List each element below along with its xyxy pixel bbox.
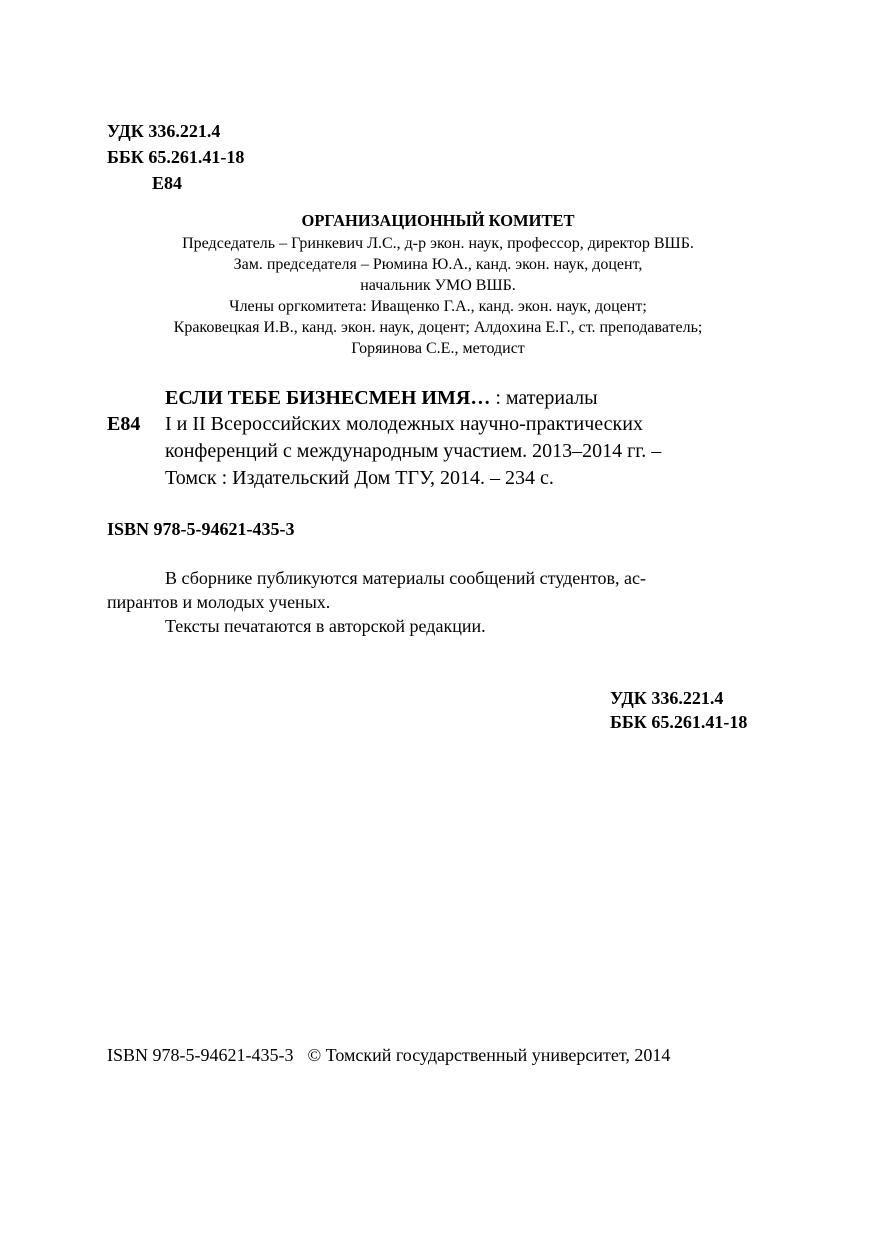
committee-line: Зам. председателя – Рюмина Ю.А., канд. экон. наук, доцент, bbox=[233, 256, 643, 273]
bib-line: конференций с международным участием. 2013–2014 гг. – bbox=[165, 440, 662, 462]
committee-line: Горяинова С.Е., методист bbox=[351, 340, 525, 357]
author-sign-top: Е84 bbox=[152, 173, 183, 193]
book-title-rest: : материалы bbox=[490, 387, 598, 409]
isbn-main: ISBN 978-5-94621-435-3 bbox=[107, 519, 295, 539]
committee-line: Председатель – Гринкевич Л.С., д-р экон. наук, профессор, директор ВШБ. bbox=[182, 235, 694, 252]
bib-line: Томск : Издательский Дом ТГУ, 2014. – 234 с. bbox=[165, 467, 554, 489]
copyright-line bbox=[107, 1043, 670, 1067]
annotation-line: пирантов и молодых ученых. bbox=[107, 592, 331, 612]
committee-title: ОРГАНИЗАЦИОННЫЙ КОМИТЕТ bbox=[301, 211, 575, 230]
bbk-bottom: ББК 65.261.41-18 bbox=[610, 712, 748, 732]
copyright-notice: © Томский государственный университет, 2014 bbox=[307, 1045, 671, 1065]
annotation-line: В сборнике публикуются материалы сообщений студентов, ас- bbox=[165, 568, 646, 588]
bib-line: I и II Всероссийских молодежных научно-практических bbox=[165, 413, 643, 435]
copyright-isbn: ISBN 978-5-94621-435-3 bbox=[107, 1045, 294, 1065]
author-sign-bib: Е84 bbox=[107, 413, 141, 435]
book-title: ЕСЛИ ТЕБЕ БИЗНЕСМЕН ИМЯ… bbox=[165, 387, 491, 409]
udk-bottom: УДК 336.221.4 bbox=[610, 688, 724, 708]
organizing-committee bbox=[100, 210, 776, 359]
bib-title-line bbox=[165, 386, 598, 411]
annotation-line: Тексты печатаются в авторской редакции. bbox=[165, 616, 486, 636]
udk-top: УДК 336.221.4 bbox=[107, 121, 221, 141]
committee-line: начальник УМО ВШБ. bbox=[360, 277, 516, 294]
bbk-top: ББК 65.261.41-18 bbox=[107, 147, 245, 167]
committee-line: Члены оргкомитета: Иващенко Г.А., канд. экон. наук, доцент; bbox=[229, 298, 647, 315]
committee-line: Краковецкая И.В., канд. экон. наук, доцент; Алдохина Е.Г., ст. преподаватель; bbox=[173, 319, 703, 336]
